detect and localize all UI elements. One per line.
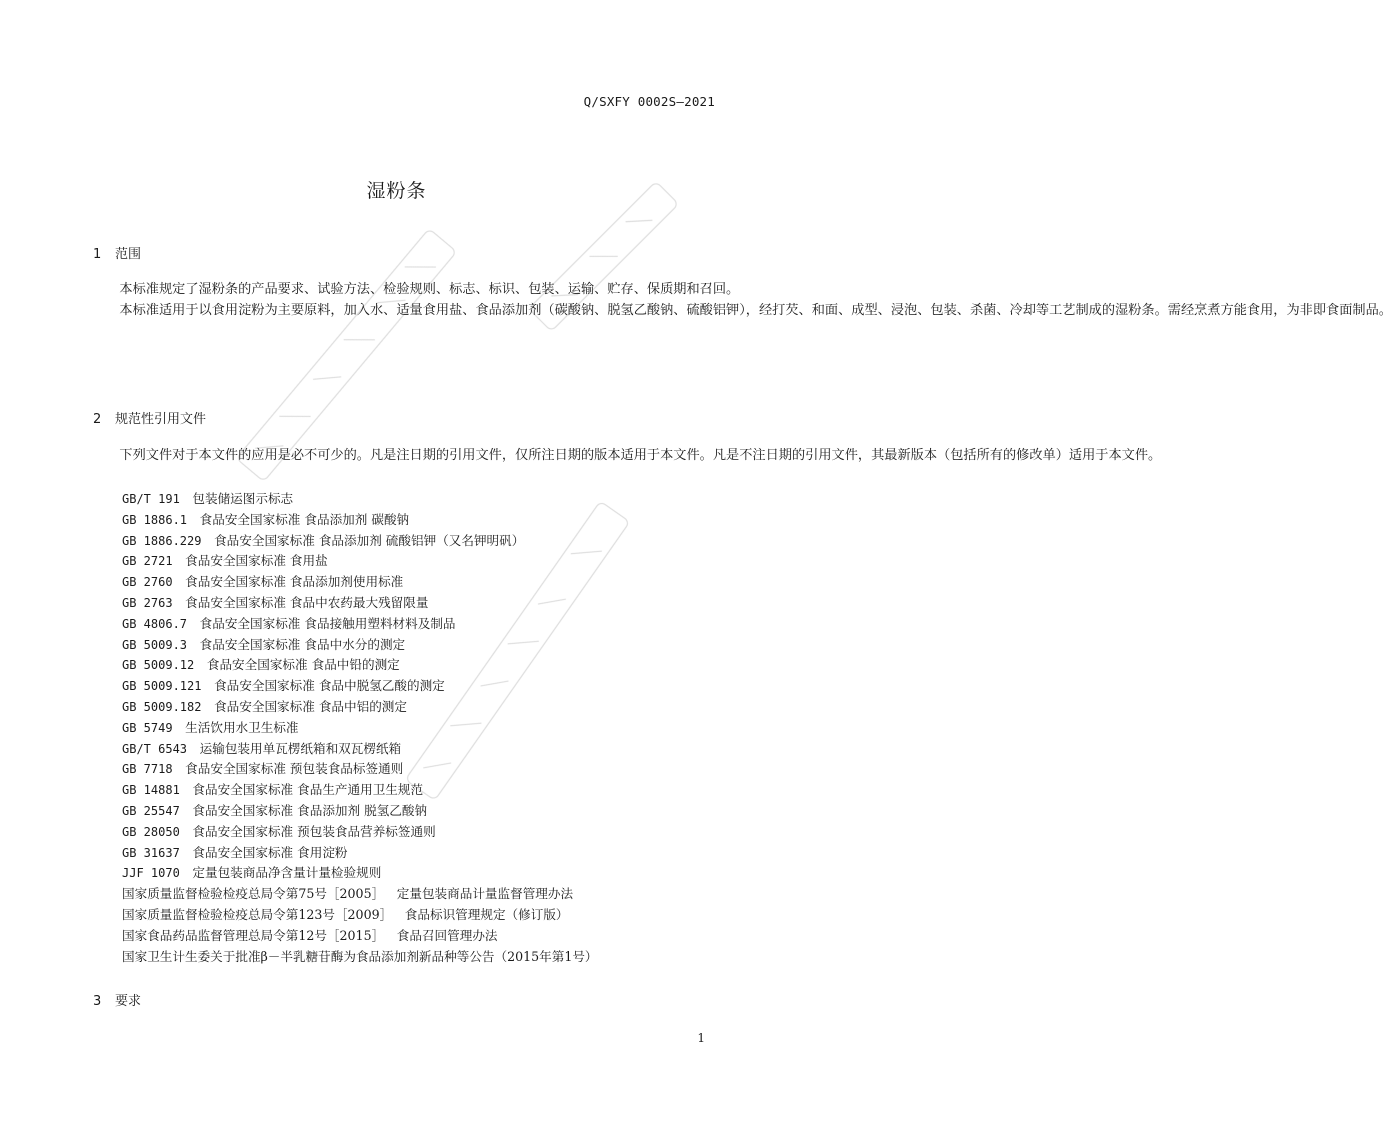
reference-item xyxy=(122,697,598,718)
standard-code: Q/SXFY 0002S—2021 xyxy=(583,94,715,109)
reference-item xyxy=(122,905,598,926)
reference-item xyxy=(122,572,598,593)
reference-title: 食品标识管理规定（修订版） xyxy=(404,906,569,922)
reference-code: GB 5009.12 xyxy=(122,658,195,673)
reference-item xyxy=(122,531,598,552)
reference-title: 食品安全国家标准 食品接触用塑料材料及制品 xyxy=(199,615,456,631)
reference-title: 食品安全国家标准 食品添加剂使用标准 xyxy=(185,574,404,590)
reference-code: GB 28050 xyxy=(122,824,180,839)
reference-item xyxy=(122,635,598,656)
reference-code: GB 5009.121 xyxy=(122,679,202,694)
reference-code: GB 5009.3 xyxy=(122,637,188,652)
reference-list xyxy=(122,489,598,967)
reference-title: 食品召回管理办法 xyxy=(396,927,498,943)
reference-code: GB 14881 xyxy=(122,783,180,798)
reference-title: 食品安全国家标准 食品中农药最大残留限量 xyxy=(185,594,429,610)
section-3-heading xyxy=(93,990,141,1009)
reference-title: 食品安全国家标准 食用盐 xyxy=(185,553,328,569)
section-title: 范围 xyxy=(115,247,142,262)
reference-item xyxy=(122,489,598,510)
reference-item xyxy=(122,926,598,947)
reference-item xyxy=(122,676,598,697)
reference-title: 食品安全国家标准 食品中脱氢乙酸的测定 xyxy=(214,678,445,694)
reference-code: GB 7718 xyxy=(122,762,173,777)
reference-code: GB 5009.182 xyxy=(122,699,202,714)
reference-code: GB 25547 xyxy=(122,803,180,818)
reference-title: 食品安全国家标准 食品中水分的测定 xyxy=(199,636,406,652)
reference-title: 食品安全国家标准 食品添加剂 硫酸铝钾（又名钾明矾） xyxy=(214,532,525,548)
reference-item xyxy=(122,843,598,864)
section-number: 2 xyxy=(93,412,102,427)
reference-title: 食品安全国家标准 预包装食品营养标签通则 xyxy=(192,823,436,839)
reference-item xyxy=(122,718,598,739)
reference-code: GB 5749 xyxy=(122,720,173,735)
reference-title: 定量包装商品净含量计量检验规则 xyxy=(192,865,382,881)
reference-code: GB 1886.1 xyxy=(122,512,188,527)
reference-title: 食品安全国家标准 食品添加剂 碳酸钠 xyxy=(199,511,410,527)
reference-code: GB 4806.7 xyxy=(122,616,188,631)
reference-code: 国家卫生计生委关于批准β－半乳糖苷酶为食品添加剂新品种等公告（2015年第1号） xyxy=(122,948,598,964)
section-title: 要求 xyxy=(115,994,142,1009)
reference-code: JJF 1070 xyxy=(122,866,180,881)
reference-item xyxy=(122,947,598,968)
reference-item xyxy=(122,801,598,822)
reference-code: 国家食品药品监督管理总局令第12号［2015］ xyxy=(122,927,385,943)
reference-item xyxy=(122,759,598,780)
reference-code: GB 2763 xyxy=(122,595,173,610)
reference-item xyxy=(122,551,598,572)
reference-code: GB 31637 xyxy=(122,845,180,860)
reference-code: 国家质量监督检验检疫总局令第123号［2009］ xyxy=(122,906,393,922)
reference-item xyxy=(122,593,598,614)
reference-code: GB/T 191 xyxy=(122,492,180,506)
reference-item xyxy=(122,739,598,760)
reference-title: 生活饮用水卫生标准 xyxy=(185,719,299,735)
document-title: 湿粉条 xyxy=(366,180,427,202)
reference-title: 食品安全国家标准 食品中铅的测定 xyxy=(206,657,400,673)
reference-title: 食品安全国家标准 食用淀粉 xyxy=(192,844,348,860)
reference-title: 运输包装用单瓦楞纸箱和双瓦楞纸箱 xyxy=(199,740,402,756)
reference-item xyxy=(122,780,598,801)
reference-item xyxy=(122,510,598,531)
section-2-body xyxy=(93,445,1162,466)
section-2-heading xyxy=(93,408,206,427)
reference-code: 国家质量监督检验检疫总局令第75号［2005］ xyxy=(122,886,385,902)
page-number: 1 xyxy=(697,1031,705,1045)
reference-item xyxy=(122,863,598,884)
reference-title: 食品安全国家标准 食品添加剂 脱氢乙酸钠 xyxy=(192,802,428,818)
section-title: 规范性引用文件 xyxy=(115,412,207,427)
reference-title: 定量包装商品计量监督管理办法 xyxy=(396,886,574,902)
reference-title: 包装储运图示标志 xyxy=(192,491,294,506)
reference-title: 食品安全国家标准 预包装食品标签通则 xyxy=(185,761,404,777)
paragraph: 本标准适用于以食用淀粉为主要原料，加入水、适量食用盐、食品添加剂（碳酸钠、脱氢乙酸钠、硫酸铝钾），经打芡、和面、成型、浸泡、包装、杀菌、冷却等工艺制成的湿粉条。需经烹煮方能食用，为非即食面制品。 xyxy=(119,303,1392,318)
paragraph: 下列文件对于本文件的应用是必不可少的。凡是注日期的引用文件，仅所注日期的版本适用于本文件。凡是不注日期的引用文件，其最新版本（包括所有的修改单）适用于本文件。 xyxy=(119,448,1162,463)
reference-item xyxy=(122,614,598,635)
reference-code: GB 2760 xyxy=(122,575,173,590)
reference-title: 食品安全国家标准 食品生产通用卫生规范 xyxy=(192,782,424,798)
section-number: 1 xyxy=(93,247,102,262)
section-number: 3 xyxy=(93,994,102,1009)
reference-item xyxy=(122,884,598,905)
reference-item xyxy=(122,822,598,843)
paragraph: 本标准规定了湿粉条的产品要求、试验方法、检验规则、标志、标识、包装、运输、贮存、保质期和召回。 xyxy=(119,282,740,297)
reference-title: 食品安全国家标准 食品中铝的测定 xyxy=(214,698,407,714)
reference-code: GB/T 6543 xyxy=(122,741,188,756)
reference-code: GB 2721 xyxy=(122,554,173,569)
section-1-body xyxy=(93,279,1392,321)
reference-item xyxy=(122,655,598,676)
section-1-heading xyxy=(93,243,141,262)
reference-code: GB 1886.229 xyxy=(122,533,202,548)
